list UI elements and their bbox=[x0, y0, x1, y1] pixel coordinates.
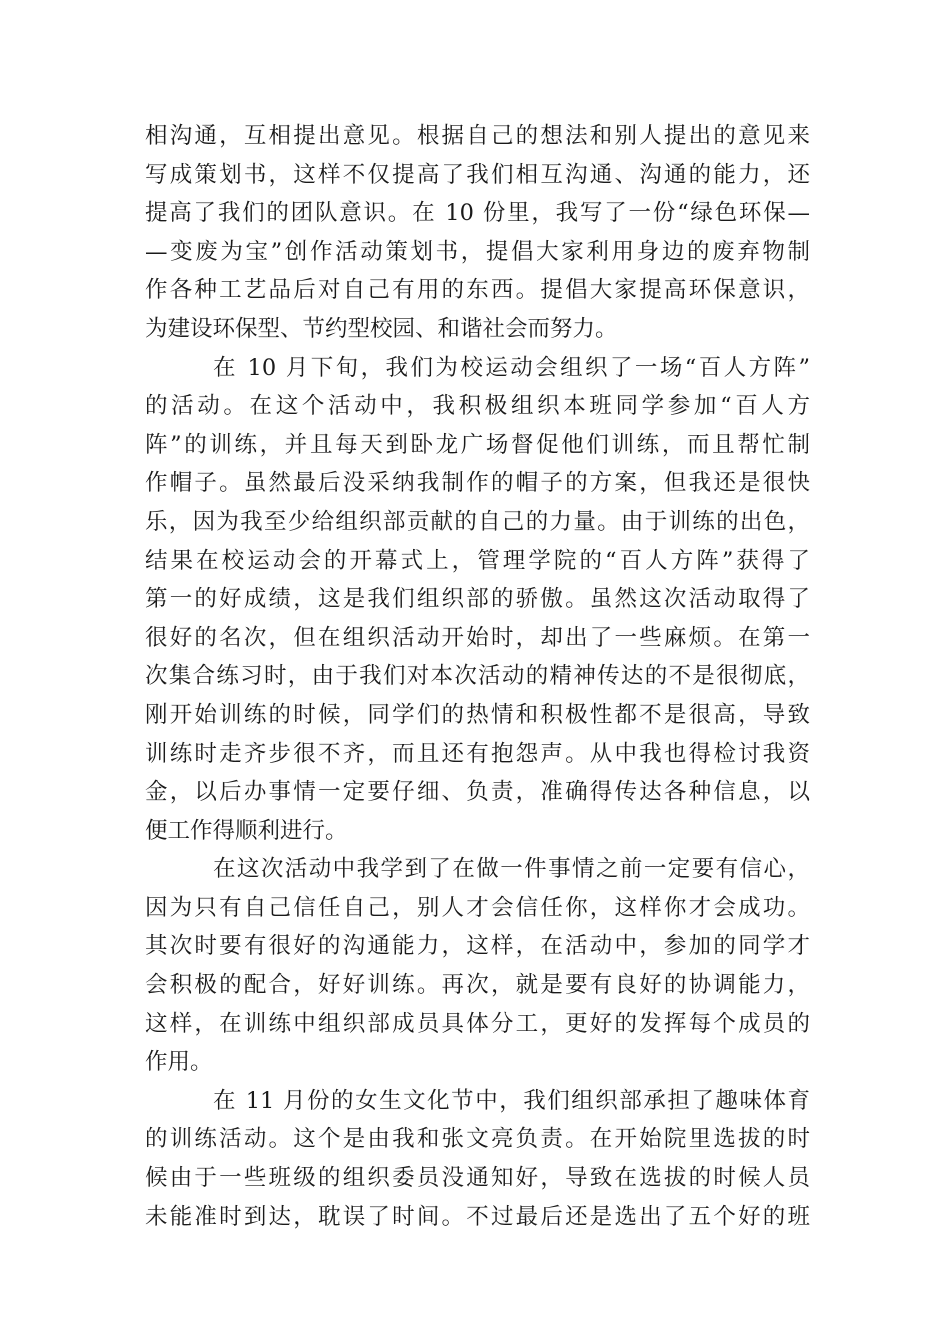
paragraph-2-line-6: 结果在校运动会的开幕式上，管理学院的“百人方阵”获得了 bbox=[145, 547, 810, 574]
paragraph-2-line-2: 的活动。在这个活动中，我积极组织本班同学参加“百人方 bbox=[145, 393, 810, 420]
paragraph-1-line-5: 作各种工艺品后对自己有用的东西。提倡大家提高环保意识， bbox=[145, 277, 810, 304]
paragraph-2-line-10: 刚开始训练的时候，同学们的热情和积极性都不是很高，导致 bbox=[145, 701, 810, 728]
paragraph-3-line-3: 其次时要有很好的沟通能力，这样，在活动中，参加的同学才 bbox=[145, 933, 810, 960]
paragraph-1-line-4: —变废为宝”创作活动策划书，提倡大家利用身边的废弃物制 bbox=[145, 238, 810, 265]
paragraph-4-line-1: 在 11 月份的女生文化节中，我们组织部承担了趣味体育 bbox=[213, 1087, 810, 1114]
paragraph-1-line-2: 写成策划书，这样不仅提高了我们相互沟通、沟通的能力，还 bbox=[145, 161, 810, 188]
paragraph-2-line-5: 乐，因为我至少给组织部贡献的自己的力量。由于训练的出色， bbox=[145, 508, 810, 535]
paragraph-1-line-1: 相沟通，互相提出意见。根据自己的想法和别人提出的意见来 bbox=[145, 123, 810, 149]
document-body bbox=[145, 117, 810, 1236]
paragraph-3-line-6: 作用。 bbox=[145, 1049, 213, 1076]
paragraph-4-line-3: 候由于一些班级的组织委员没通知好，导致在选拔的时候人员 bbox=[145, 1165, 810, 1192]
paragraph-3-line-4: 会积极的配合，好好训练。再次，就是要有良好的协调能力， bbox=[145, 972, 810, 999]
paragraph-2-line-7: 第一的好成绩，这是我们组织部的骄傲。虽然这次活动取得了 bbox=[145, 586, 810, 613]
paragraph-1-line-3: 提高了我们的团队意识。在 10 份里，我写了一份“绿色环保— bbox=[145, 200, 810, 227]
paragraph-3-line-1: 在这次活动中我学到了在做一件事情之前一定要有信心， bbox=[213, 856, 810, 883]
paragraph-2-line-4: 作帽子。虽然最后没采纳我制作的帽子的方案，但我还是很快 bbox=[145, 470, 810, 497]
paragraph-2-line-12: 金，以后办事情一定要仔细、负责，准确得传达各种信息，以 bbox=[145, 779, 810, 806]
paragraph-2-line-11: 训练时走齐步很不齐，而且还有抱怨声。从中我也得检讨我资 bbox=[145, 740, 810, 767]
paragraph-3-line-2: 因为只有自己信任自己，别人才会信任你，这样你才会成功。 bbox=[145, 894, 810, 921]
paragraph-2-line-1: 在 10 月下旬，我们为校运动会组织了一场“百人方阵” bbox=[213, 354, 810, 381]
paragraph-1-line-6: 为建设环保型、节约型校园、和谐社会而努力。 bbox=[145, 315, 618, 342]
paragraph-2-line-9: 次集合练习时，由于我们对本次活动的精神传达的不是很彻底， bbox=[145, 663, 810, 690]
paragraph-4-line-4: 未能准时到达，耽误了时间。不过最后还是选出了五个好的班 bbox=[145, 1203, 810, 1230]
paragraph-4-line-2: 的训练活动。这个是由我和张文亮负责。在开始院里选拔的时 bbox=[145, 1126, 810, 1153]
paragraph-2-line-8: 很好的名次，但在组织活动开始时，却出了一些麻烦。在第一 bbox=[145, 624, 810, 651]
paragraph-3-line-5: 这样，在训练中组织部成员具体分工，更好的发挥每个成员的 bbox=[145, 1010, 810, 1037]
paragraph-2-line-3: 阵”的训练，并且每天到卧龙广场督促他们训练，而且帮忙制 bbox=[145, 431, 810, 458]
paragraph-2-line-13: 便工作得顺利进行。 bbox=[145, 817, 348, 844]
